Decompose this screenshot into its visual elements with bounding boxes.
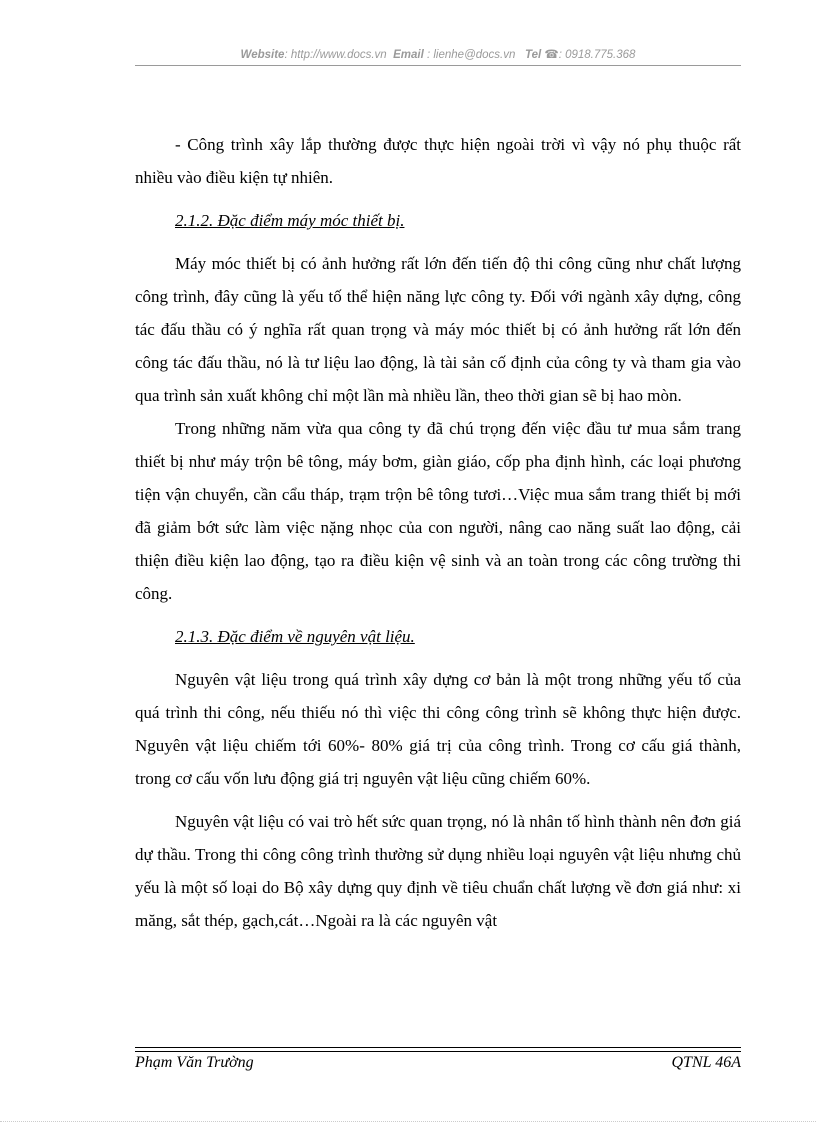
- tel-value: : 0918.775.368: [558, 49, 636, 61]
- tel-label: Tel: [524, 49, 542, 61]
- phone-icon: ☎: [544, 49, 559, 61]
- page-edge-dotted-line: [0, 1121, 816, 1122]
- section-heading-2-1-3: 2.1.3. Đặc điểm về nguyên vật liệu.: [175, 627, 415, 646]
- page-header: [135, 47, 741, 61]
- email-value: : lienhe@docs.vn: [426, 49, 516, 61]
- footer-author: Phạm Văn Trường: [135, 1054, 254, 1071]
- paragraph-3: Trong những năm vừa qua công ty đã chú trọng đến việc đầu tư mua sắm trang thiết bị như máy trộn bê tông, máy bơm, giàn giáo, cốp pha định hình, các loại phương tiện vận chuyển, cần cẩu tháp, trạm trộn bê tông tươi…Việc mua sắm trang thiết bị mới đã giảm bớt sức làm việc nặng nhọc của con người, nâng cao năng suất lao động, cải thiện điều kiện lao động, tạo ra điều kiện vệ sinh và an toàn trong các công trường thi công.: [135, 419, 741, 603]
- paragraph-4: Nguyên vật liệu trong quá trình xây dựng cơ bản là một trong những yếu tố của quá trình thi công, nếu thiếu nó thì việc thi công công trình sẽ không thực hiện được. Nguyên vật liệu chiếm tới 60%- 80% giá trị của công trình. Trong cơ cấu giá thành, trong cơ cấu vốn lưu động giá trị nguyên vật liệu cũng chiếm 60%.: [135, 670, 741, 788]
- paragraph-2: Máy móc thiết bị có ảnh hưởng rất lớn đến tiến độ thi công cũng như chất lượng công trình, đây cũng là yếu tố thể hiện năng lực công ty. Đối với ngành xây dựng, công tác đấu thầu có ý nghĩa rất quan trọng và máy móc thiết bị có ảnh hưởng rất lớn đến công tác đấu thầu, nó là tư liệu lao động, là tài sản cố định của công ty và tham gia vào qua trình sản xuất không chỉ một lần mà nhiều lần, theo thời gian sẽ bị hao mòn.: [135, 254, 741, 405]
- footer-class: QTNL 46A: [671, 1054, 741, 1071]
- paragraph-5: Nguyên vật liệu có vai trò hết sức quan trọng, nó là nhân tố hình thành nên đơn giá dự thầu. Trong thi công công trình thường sử dụng nhiều loại nguyên vật liệu nhưng chủ yếu là một số loại do Bộ xây dựng quy định về tiêu chuẩn chất lượng về đơn giá như: xi măng, sắt thép, gạch,cát…Ngoài ra là các nguyên vật: [135, 812, 741, 930]
- footer-divider: [135, 1047, 741, 1052]
- website-value: : http://www.docs.vn: [284, 49, 387, 61]
- page-content: [135, 128, 741, 937]
- page-footer: [135, 1054, 741, 1072]
- email-label: Email: [393, 49, 424, 61]
- website-label: Website: [240, 49, 285, 61]
- paragraph-1: - Công trình xây lắp thường được thực hiện ngoài trời vì vậy nó phụ thuộc rất nhiều vào điều kiện tự nhiên.: [135, 135, 741, 187]
- header-divider: [135, 65, 741, 66]
- section-heading-2-1-2: 2.1.2. Đặc điểm máy móc thiết bị.: [175, 211, 405, 230]
